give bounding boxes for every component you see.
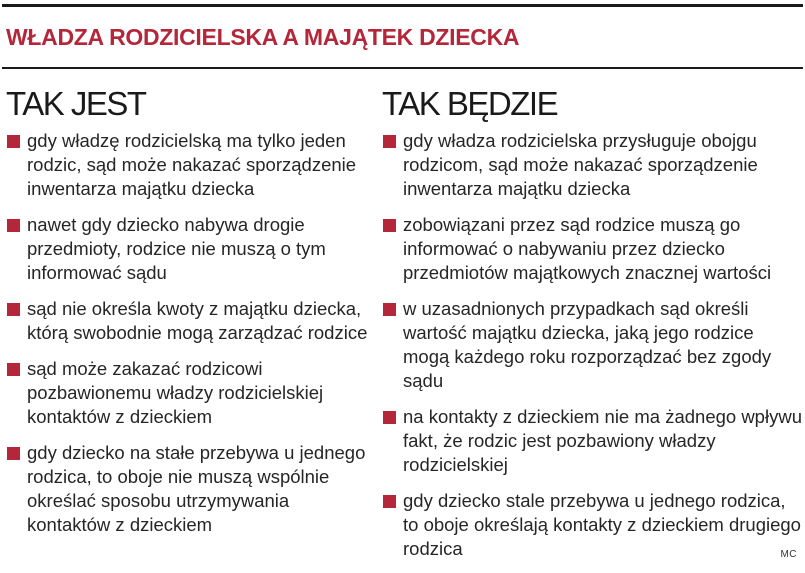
square-bullet-icon — [7, 447, 20, 460]
square-bullet-icon — [383, 219, 396, 232]
title-divider — [2, 67, 803, 69]
item-text: gdy dziecko stale przebywa u jednego rodzica, to oboje określają kontakty z dzieckiem drugiego rodzica — [403, 490, 801, 559]
list-item — [380, 129, 802, 201]
current-rules-list — [4, 129, 374, 537]
list-item — [4, 129, 374, 201]
list-item — [4, 213, 374, 285]
item-text: gdy dziecko na stałe przebywa u jednego rodzica, to oboje nie muszą wspólnie określać sposobu utrzymywania kontaktów z dzieckiem — [27, 442, 366, 535]
top-rule — [2, 4, 803, 7]
column-future — [380, 86, 802, 573]
item-text: sąd może zakazać rodzicowi pozbawionemu władzy rodzicielskiej kontaktów z dzieckiem — [27, 358, 324, 427]
list-item — [4, 441, 374, 537]
item-text: gdy władza rodzicielska przysługuje obojgu rodzicom, sąd może nakazać sporządzenie inwentarza majątku dziecka — [403, 130, 758, 199]
square-bullet-icon — [7, 135, 20, 148]
item-text: nawet gdy dziecko nabywa drogie przedmioty, rodzice nie muszą o tym informować sądu — [27, 214, 326, 283]
item-text: gdy władzę rodzicielską ma tylko jeden rodzic, sąd może nakazać sporządzenie inwentarza majątku dziecka — [27, 130, 357, 199]
square-bullet-icon — [7, 219, 20, 232]
item-text: na kontakty z dzieckiem nie ma żadnego wpływu fakt, że rodzic jest pozbawiony władzy rodzicielskiej — [403, 406, 802, 475]
item-text: zobowiązani przez sąd rodzice muszą go informować o nabywaniu przez dziecko przedmiotów majątkowych znacznej wartości — [403, 214, 772, 283]
infographic-title: WŁADZA RODZICIELSKA A MAJĄTEK DZIECKA — [6, 24, 520, 50]
square-bullet-icon — [7, 363, 20, 376]
future-rules-list — [380, 129, 802, 561]
item-text: w uzasadnionych przypadkach sąd określi wartość majątku dziecka, jaką jego rodzice mogą każdego roku rozporządzać bez zgody sądu — [403, 298, 772, 391]
column-heading-current: TAK JEST — [6, 85, 146, 122]
square-bullet-icon — [383, 303, 396, 316]
item-text: sąd nie określa kwoty z majątku dziecka, którą swobodnie mogą zarządzać rodzice — [27, 298, 368, 343]
list-item — [380, 213, 802, 285]
column-current — [4, 86, 374, 549]
author-credit: MC — [780, 549, 797, 560]
square-bullet-icon — [383, 411, 396, 424]
square-bullet-icon — [383, 135, 396, 148]
list-item — [380, 297, 802, 393]
column-heading-future: TAK BĘDZIE — [382, 85, 558, 122]
list-item — [4, 357, 374, 429]
square-bullet-icon — [383, 495, 396, 508]
list-item — [4, 297, 374, 345]
square-bullet-icon — [7, 303, 20, 316]
list-item — [380, 405, 802, 477]
list-item — [380, 489, 802, 561]
